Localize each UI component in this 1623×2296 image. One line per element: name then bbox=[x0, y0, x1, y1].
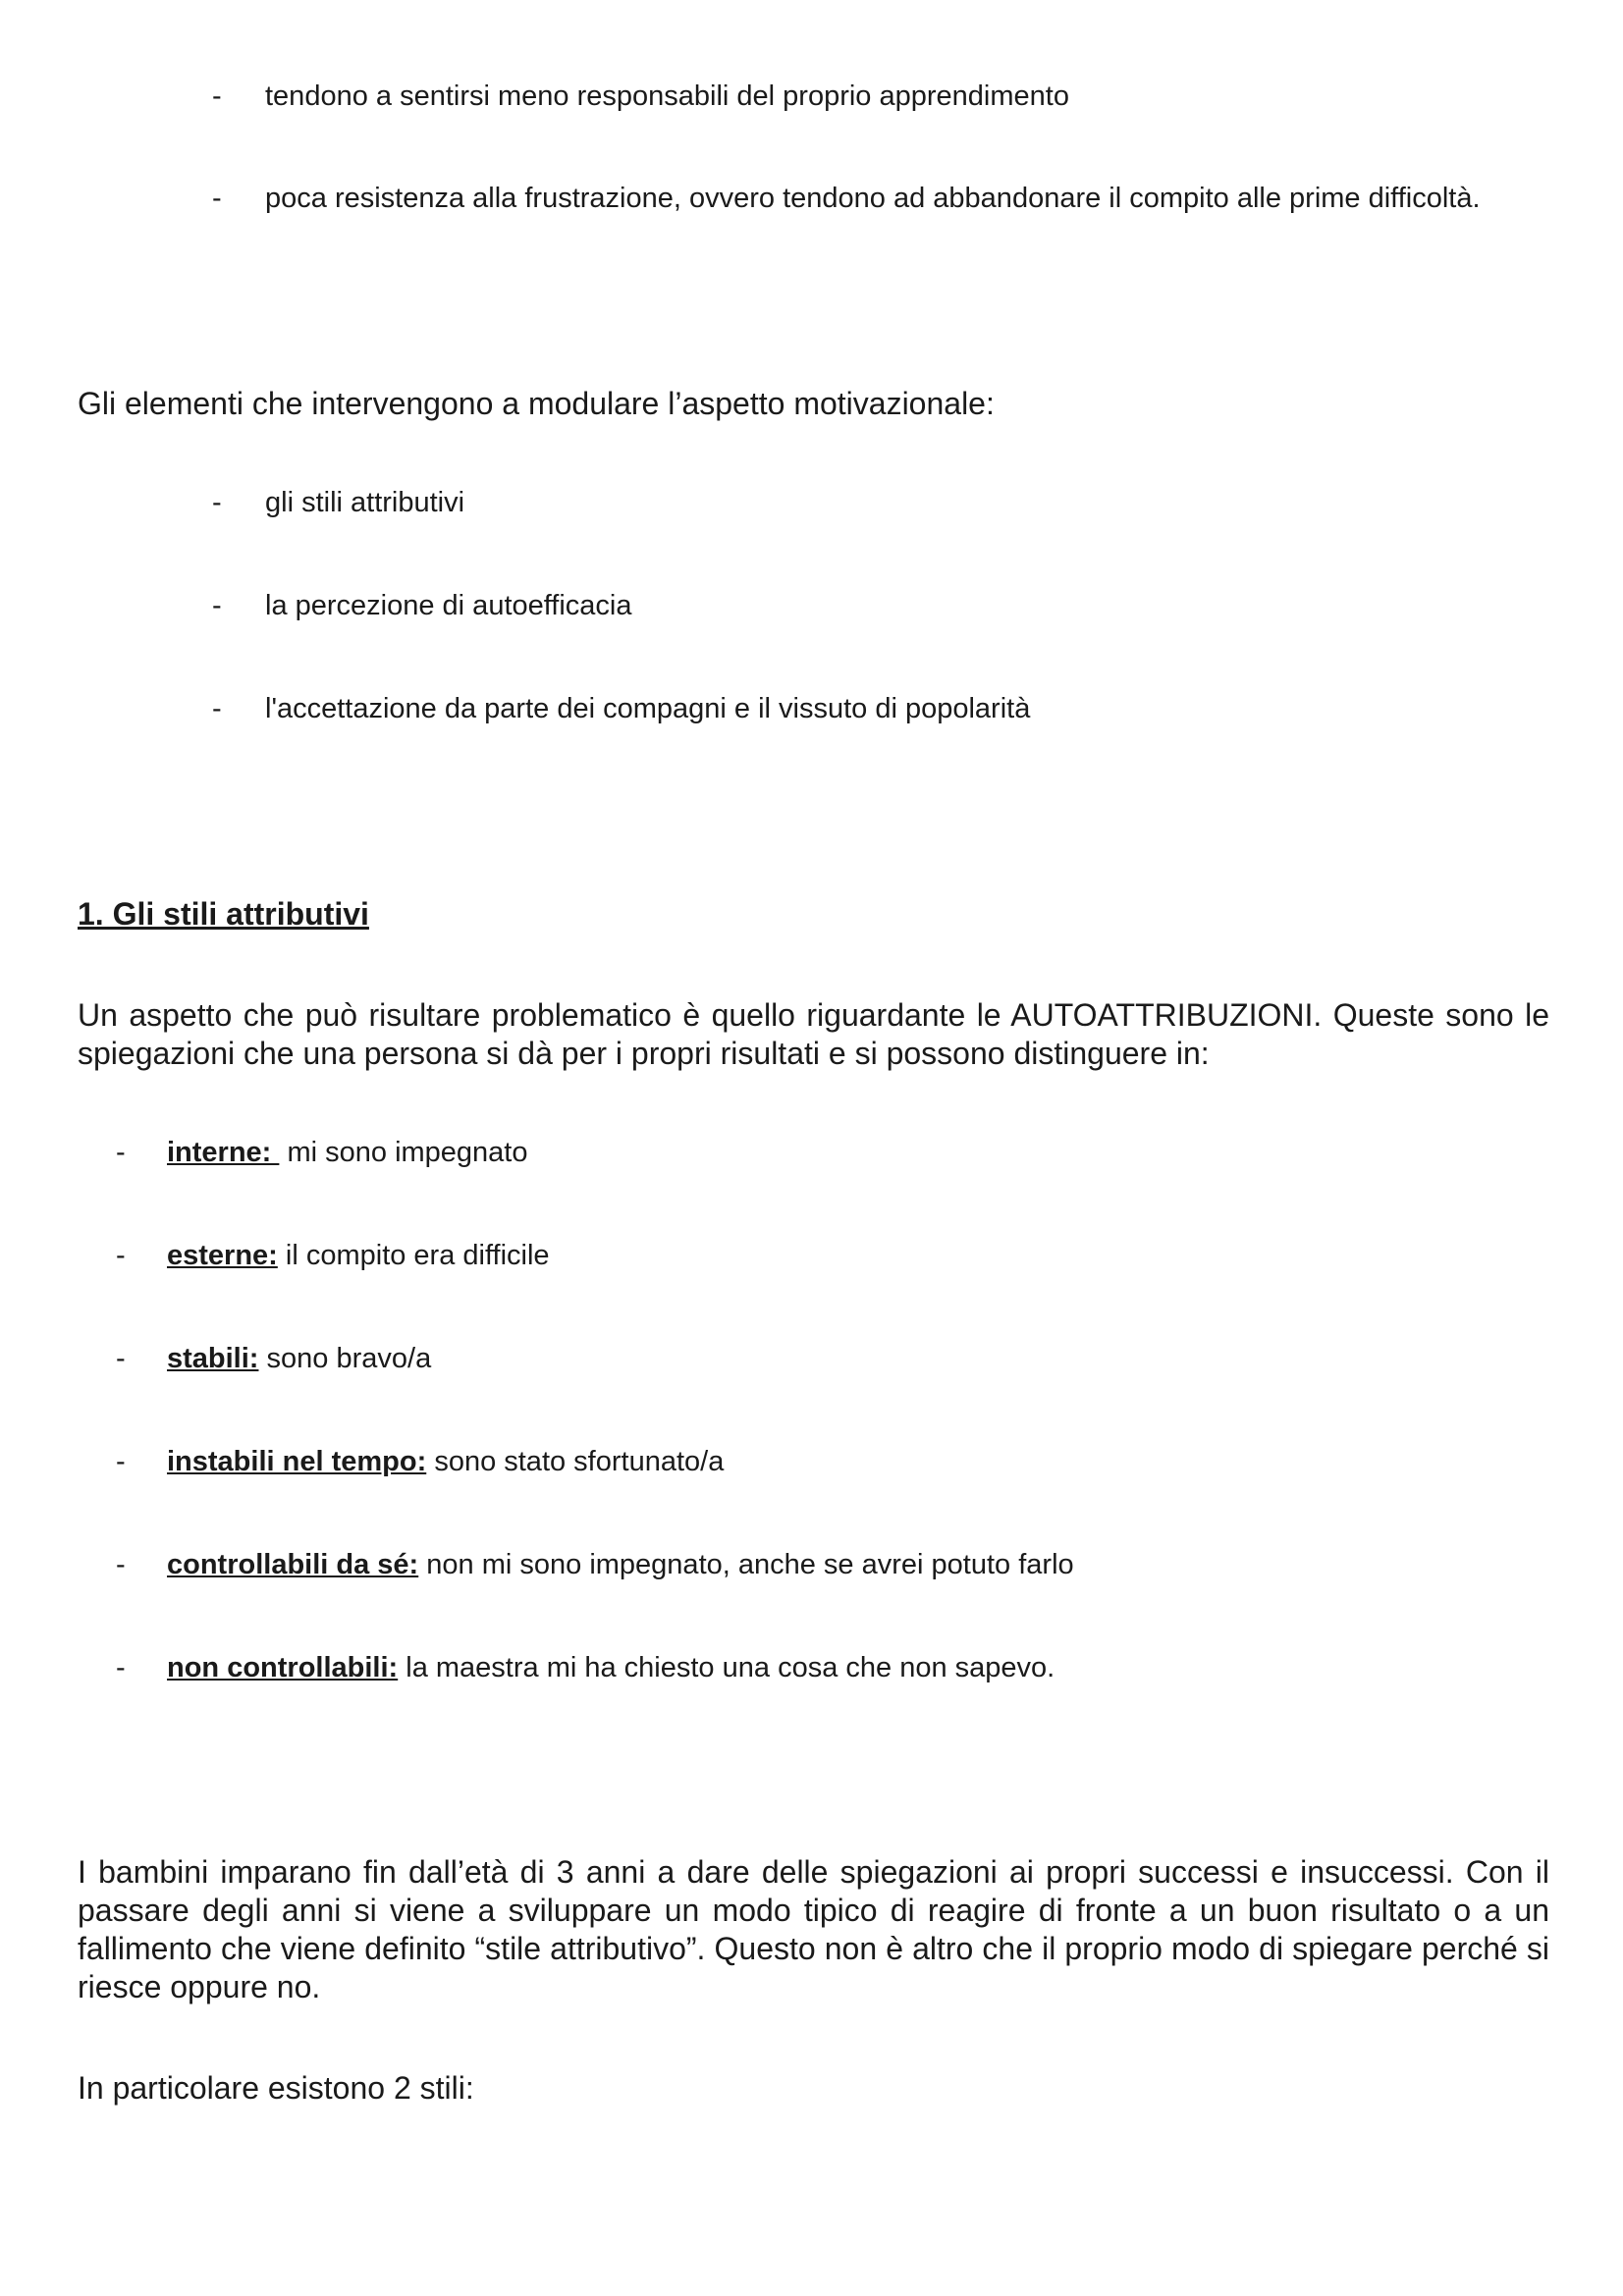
stile-attributivo-paragraph: I bambini imparano fin dall’età di 3 anni a dare delle spiegazioni ai propri successi e insuccessi. Con il passare degli anni si viene a sviluppare un modo tipico di reagire di fronte a un buon risultato o a un fallimento che viene definito “stile attributivo”. Questo non è altro che il proprio modo di spiegare perché si riesce oppure no. bbox=[78, 1854, 1549, 2004]
attribution-example: il compito era difficile bbox=[285, 1240, 550, 1271]
bullet-dash: - bbox=[212, 487, 222, 518]
attribution-example: non mi sono impegnato, anche se avrei potuto farlo bbox=[426, 1549, 1074, 1580]
attribution-term: controllabili da sé: bbox=[167, 1549, 419, 1580]
list-item-text: poca resistenza alla frustrazione, ovvero tendono ad abbandonare il compito alle prime difficoltà. bbox=[265, 183, 1481, 214]
bullet-dash: - bbox=[116, 1652, 126, 1683]
attribution-term: non controllabili: bbox=[167, 1652, 399, 1683]
list-item-text: la percezione di autoefficacia bbox=[265, 590, 632, 621]
attribution-example: mi sono impegnato bbox=[287, 1137, 528, 1168]
list-item-text: gli stili attributivi bbox=[265, 487, 465, 518]
attribution-example: sono stato sfortunato/a bbox=[434, 1446, 725, 1477]
attribution-term: esterne: bbox=[167, 1240, 278, 1271]
stili-intro-paragraph: In particolare esistono 2 stili: bbox=[78, 2070, 474, 2106]
bullet-dash: - bbox=[116, 1549, 126, 1580]
bullet-dash: - bbox=[212, 693, 222, 724]
bullet-dash: - bbox=[212, 183, 222, 214]
attribution-example: la maestra mi ha chiesto una cosa che non sapevo. bbox=[406, 1652, 1055, 1683]
bullet-dash: - bbox=[116, 1240, 126, 1271]
attribution-example: sono bravo/a bbox=[266, 1343, 432, 1374]
attribution-term: interne: bbox=[167, 1137, 280, 1168]
bullet-dash: - bbox=[116, 1343, 126, 1374]
list-item-text: tendono a sentirsi meno responsabili del proprio apprendimento bbox=[265, 80, 1069, 112]
bullet-dash: - bbox=[212, 80, 222, 112]
elements-intro-paragraph: Gli elementi che intervengono a modulare l’aspetto motivazionale: bbox=[78, 386, 995, 421]
bullet-dash: - bbox=[116, 1446, 126, 1477]
attribution-term: stabili: bbox=[167, 1343, 259, 1374]
list-item-text: l'accettazione da parte dei compagni e il vissuto di popolarità bbox=[265, 693, 1031, 724]
autoattribuzioni-paragraph: Un aspetto che può risultare problematico è quello riguardante le AUTOATTRIBUZIONI. Queste sono le spiegazioni che una persona si dà per i propri risultati e si possono distinguere in: bbox=[78, 997, 1549, 1071]
section-heading: 1. Gli stili attributivi bbox=[78, 896, 369, 932]
bullet-dash: - bbox=[116, 1137, 126, 1168]
bullet-dash: - bbox=[212, 590, 222, 621]
attribution-term: instabili nel tempo: bbox=[167, 1446, 427, 1477]
